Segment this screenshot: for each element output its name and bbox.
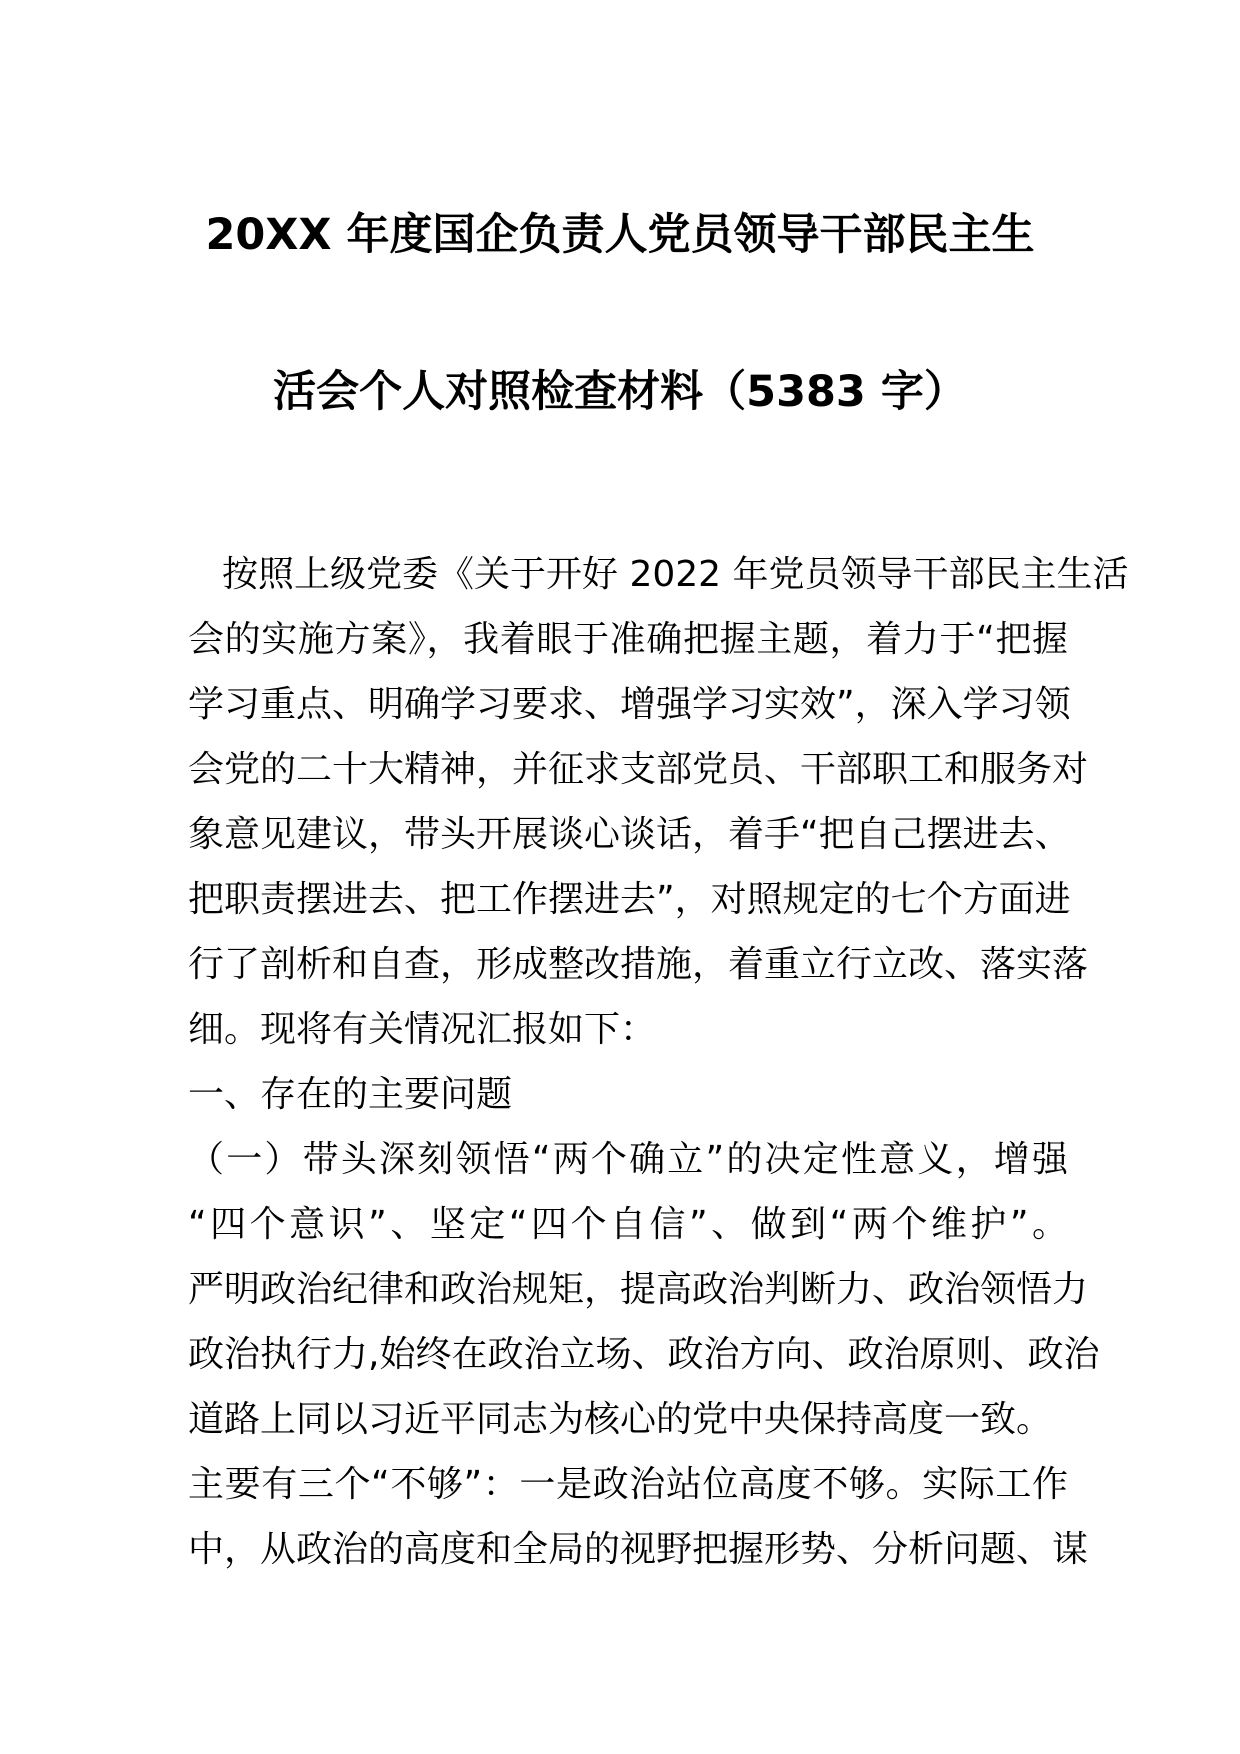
body-line-2: 会的实施方案》，我着眼于准确把握主题，着力于“把握 bbox=[188, 619, 1068, 660]
body-line-5: 象意见建议，带头开展谈心谈话，着手“把自己摆进去、 bbox=[188, 814, 1071, 855]
section-heading: 一、存在的主要问题 bbox=[188, 1074, 513, 1115]
body-line-12: 严明政治纪律和政治规矩，提高政治判断力、政治领悟力 bbox=[188, 1269, 1089, 1310]
body-line-7: 行了剖析和自查，形成整改措施，着重立行立改、落实落 bbox=[188, 944, 1089, 985]
body-line-13: 政治执行力,始终在政治立场、政治方向、政治原则、政治 bbox=[188, 1334, 1100, 1375]
body-line-6: 把职责摆进去、把工作摆进去”，对照规定的七个方面进 bbox=[188, 879, 1071, 920]
body-line-14: 道路上同以习近平同志为核心的党中央保持高度一致。 bbox=[188, 1399, 1053, 1440]
body-line-8: 细。现将有关情况汇报如下： bbox=[188, 1009, 657, 1050]
body-line-3: 学习重点、明确学习要求、增强学习实效”，深入学习领 bbox=[188, 684, 1071, 725]
body-line-1: 按照上级党委《关于开好 2022 年党员领导干部民主生活 bbox=[222, 554, 1129, 595]
document-title-line-2: 活会个人对照检查材料（5383 字） bbox=[273, 367, 967, 417]
document-title-line-1: 20XX 年度国企负责人党员领导干部民主生 bbox=[205, 210, 1035, 260]
body-line-16: 中，从政治的高度和全局的视野把握形势、分析问题、谋 bbox=[188, 1529, 1089, 1570]
body-line-15: 主要有三个“不够”：一是政治站位高度不够。实际工作 bbox=[188, 1464, 1068, 1505]
body-line-4: 会党的二十大精神，并征求支部党员、干部职工和服务对 bbox=[188, 749, 1089, 790]
document-body bbox=[188, 542, 1129, 1582]
subsection-heading-line-2: “四个意识”、坚定“四个自信”、做到“两个维护”。 bbox=[188, 1204, 1068, 1245]
subsection-heading-line-1: （一）带头深刻领悟“两个确立”的决定性意义，增强 bbox=[188, 1139, 1068, 1180]
